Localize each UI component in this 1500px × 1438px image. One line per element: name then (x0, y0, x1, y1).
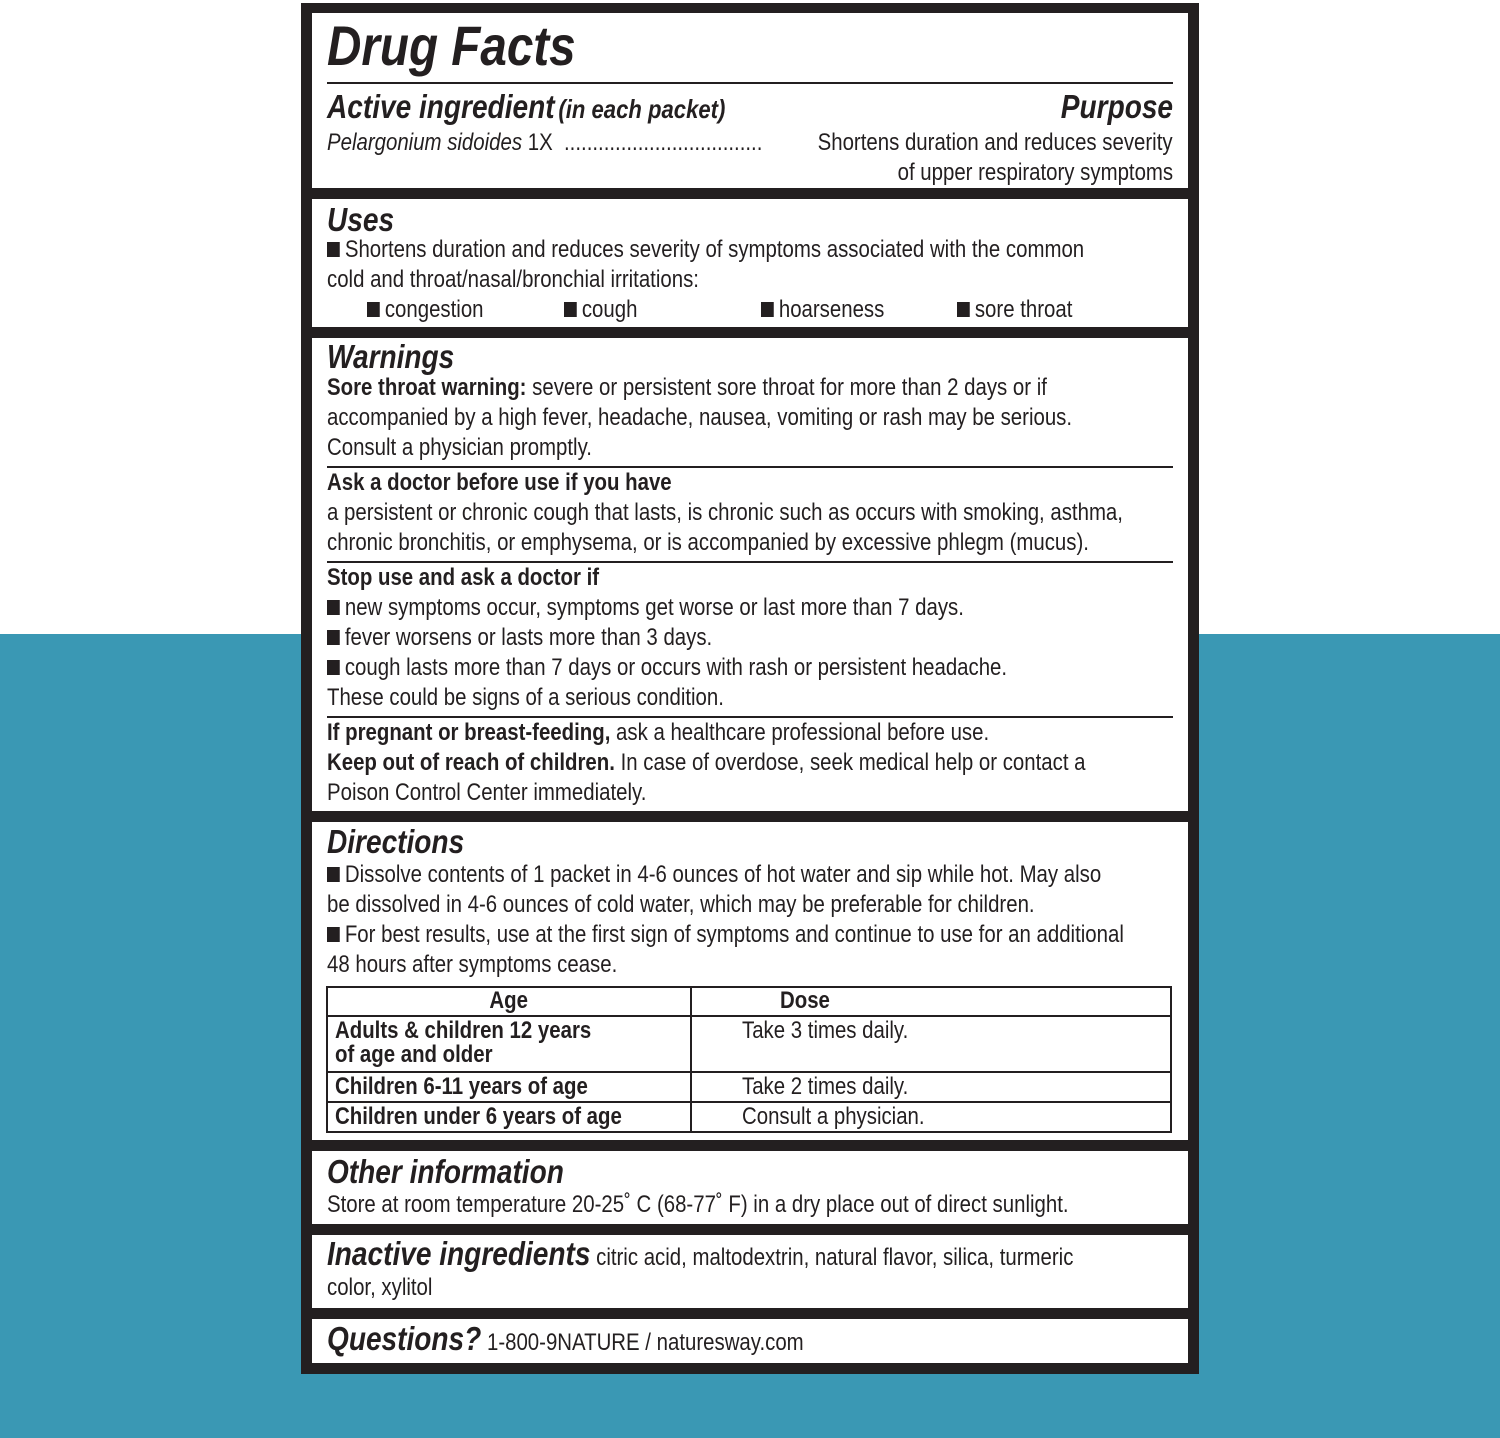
bullet-icon (327, 630, 340, 645)
directions-heading: Directions (327, 823, 465, 860)
directions-section (312, 822, 1188, 1140)
other-information-section (312, 1151, 1188, 1224)
directions-text: Dissolve contents of 1 packet in 4-6 ounces of hot water and sip while hot. May also be dissolved in 4-6 ounces of cold water, which may be preferable for children. For best results, use at the first sign of symptoms and continue to use for an additional 48 hours after symptoms cease. (327, 861, 1124, 978)
symptom-list (312, 295, 1188, 325)
inactive-ingredients-heading: Inactive ingredients (327, 1235, 591, 1272)
inactive-ingredients-text: Inactive ingredients citric acid, maltodextrin, natural flavor, silica, turmeric color, xylitol (327, 1235, 1074, 1301)
table-row: Adults & children 12 years of age and older Take 3 times daily. (327, 1016, 1171, 1072)
purpose-text: Shortens duration and reduces severity of upper respiratory symptoms (818, 129, 1173, 186)
bullet-icon (327, 242, 340, 257)
stop-use-block: Stop use and ask a doctor if new symptoms occur, symptoms get worse or last more than 7 days. fever worsens or lasts more than 3 days. cough lasts more than 7 days or occurs with rash or persistent headache. These could be signs of a serious condition. (327, 564, 1008, 711)
other-information-heading: Other information (327, 1153, 564, 1190)
inactive-ingredients-section (312, 1235, 1188, 1308)
table-header-row: Age Dose (327, 987, 1171, 1016)
table-row: Children under 6 years of age Consult a physician. (327, 1102, 1171, 1132)
bullet-icon (327, 600, 340, 615)
contact-info: 1-800-9NATURE / naturesway.com (486, 1329, 804, 1356)
symptom-congestion: congestion (367, 295, 504, 325)
uses-text: Shortens duration and reduces severity of symptoms associated with the common cold and throat/nasal/bronchial irritations: (327, 236, 1085, 293)
warnings-section (312, 338, 1188, 811)
table-row: Children 6-11 years of age Take 2 times daily. (327, 1072, 1171, 1102)
dosage-table (326, 986, 1172, 1133)
ask-doctor-block: Ask a doctor before use if you have a persistent or chronic cough that lasts, is chronic such as occurs with smoking, asthma, chronic bronchitis, or emphysema, or is accompanied by excessive phlegm (mucus). (327, 469, 1123, 556)
sore-throat-warning: Sore throat warning: severe or persistent sore throat for more than 2 days or if accompanied by a high fever, headache, nausea, vomiting or rash may be serious. Consult a physician promptly. (327, 374, 1073, 461)
uses-heading: Uses (327, 201, 395, 238)
bullet-icon (327, 867, 340, 882)
bullet-icon (327, 660, 340, 675)
questions-line (327, 1320, 888, 1358)
title-divider (327, 82, 1173, 84)
drug-facts-label (301, 3, 1199, 1374)
bullet-icon (564, 302, 577, 317)
purpose-heading: Purpose (1060, 88, 1173, 125)
ingredient-name: Pelargonium sidoides (327, 129, 523, 156)
warnings-heading: Warnings (327, 338, 455, 375)
bullet-icon (957, 302, 970, 317)
bullet-icon (761, 302, 774, 317)
bullet-icon (367, 302, 380, 317)
symptom-hoarseness: hoarseness (761, 295, 906, 325)
active-ingredient-heading: Active ingredient (in each packet) (327, 88, 726, 125)
uses-section (312, 199, 1188, 327)
questions-heading: Questions? (327, 1320, 482, 1357)
drug-facts-title: Drug Facts (327, 14, 576, 77)
questions-section (312, 1319, 1188, 1363)
ingredient-line: Pelargonium sidoides 1X ................................... (327, 129, 763, 156)
symptom-sore-throat: sore throat (957, 295, 1093, 325)
bullet-icon (327, 927, 340, 942)
symptom-cough: cough (564, 295, 650, 325)
active-ingredient-section (312, 13, 1188, 188)
storage-text: Store at room temperature 20-25˚ C (68-77˚ F) in a dry place out of direct sunlight. (327, 1191, 1069, 1218)
pregnancy-and-children-block: If pregnant or breast-feeding, ask a healthcare professional before use. Keep out of reach of children. In case of overdose, seek medical help or contact a Poison Control Center immediately. (327, 719, 1086, 806)
